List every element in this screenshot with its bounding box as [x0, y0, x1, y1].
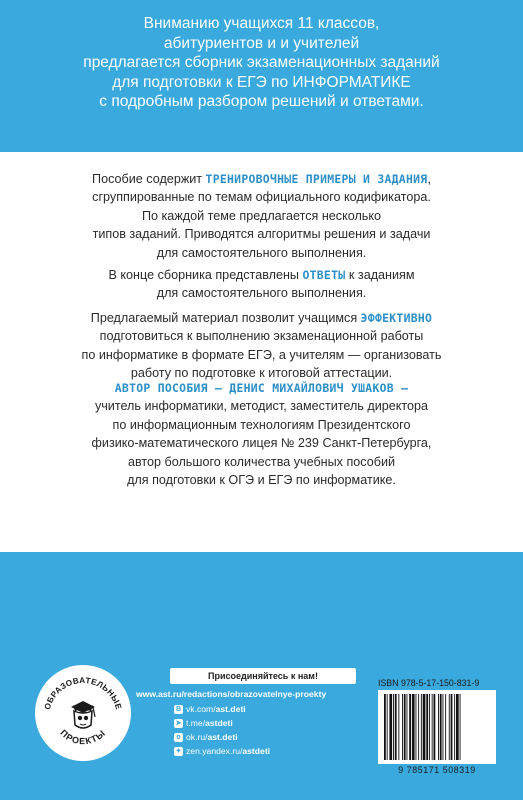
- logo-icon: [35, 665, 131, 761]
- highlight-text: ЭФФЕКТИВНО: [360, 311, 433, 325]
- vk-icon: B: [175, 705, 182, 713]
- text-line: для самостоятельного выполнения.: [156, 286, 367, 301]
- highlight-text: ТРЕНИРОВОЧНЫЕ ПРИМЕРЫ И ЗАДАНИЯ: [205, 172, 428, 186]
- text-line: По каждой теме предлагается несколько: [141, 208, 382, 223]
- header-band: [0, 0, 523, 152]
- text-line: работу по подготовке к итоговой аттестации.: [130, 366, 393, 381]
- text: Пособие содержит: [92, 172, 206, 186]
- highlight-text: ОТВЕТЫ: [302, 268, 346, 282]
- header-line: абитуриентов и и учителей: [163, 34, 360, 52]
- author-heading: АВТОР ПОСОБИЯ — ДЕНИС МИХАЙЛОВИЧ УШАКОВ —: [114, 381, 409, 395]
- text-line: по информационным технологиям Президентского: [112, 417, 411, 432]
- link-handle: ast.deti: [207, 732, 238, 742]
- publisher-logo: [35, 665, 131, 761]
- website-link[interactable]: www.ast.ru/redactions/obrazovatelnye-proekty: [136, 689, 327, 699]
- paragraph-author: [0, 379, 523, 489]
- link-prefix: vk.com/: [186, 704, 216, 714]
- text-line: по информатике в формате ЕГЭ, а учителям — организовать: [81, 347, 442, 362]
- text: В конце сборника представлены: [108, 268, 303, 282]
- logo-text-top: ОБРАЗОВАТЕЛЬНЫЕ: [42, 675, 124, 711]
- zen-icon: ✦: [175, 747, 182, 755]
- barcode: [378, 690, 496, 764]
- text-line: сгруппированные по темам официального кодификатора.: [92, 190, 431, 205]
- paragraph-effective: [0, 309, 523, 383]
- paragraph-contents: [0, 170, 523, 262]
- text-line: физико-математического лицея № 239 Санкт-Петербурга,: [91, 436, 432, 451]
- header-line: предлагается сборник экзаменационных заданий: [83, 54, 440, 71]
- text: ,: [427, 172, 431, 186]
- telegram-icon: ➤: [175, 719, 182, 727]
- text: к заданиям: [345, 268, 415, 282]
- link-handle: astdeti: [205, 718, 233, 728]
- social-link-vk[interactable]: [174, 703, 354, 715]
- text-line: для самостоятельного выполнения.: [156, 245, 367, 260]
- header-line: с подробным разбором решений и ответами.: [99, 93, 424, 110]
- social-link-ok[interactable]: [174, 731, 354, 743]
- link-prefix: zen.yandex.ru/: [186, 746, 243, 756]
- text-line: типов заданий. Приводятся алгоритмы решения и задачи: [92, 227, 431, 242]
- text-line: подготовиться к выполнению экзаменационной работы: [99, 329, 424, 344]
- social-link-zen[interactable]: [174, 745, 354, 757]
- description-area: [0, 152, 523, 552]
- text-line: для подготовки к ОГЭ и ЕГЭ по информатике.: [127, 473, 396, 488]
- header-line: для подготовки к ЕГЭ по ИНФОРМАТИКЕ: [112, 73, 411, 91]
- header-line: Вниманию учащихся 11 классов,: [143, 15, 380, 32]
- social-links: [174, 703, 354, 759]
- link-handle: astdeti: [242, 746, 271, 756]
- barcode-number: 9 785171 508319: [398, 765, 476, 775]
- link-prefix: t.me/: [186, 718, 206, 728]
- link-handle: ast.deti: [215, 704, 246, 714]
- paragraph-answers: [0, 266, 523, 303]
- join-us-label: Присоединяйтесь к нам!: [170, 668, 356, 684]
- link-prefix: ok.ru/: [186, 732, 208, 742]
- ok-icon: o: [174, 733, 183, 742]
- text-line: учитель информатики, методист, заместитель директора: [94, 399, 429, 414]
- barcode-icon: [378, 690, 496, 764]
- text-line: автор большого количества учебных пособий: [127, 454, 396, 469]
- text: Предлагаемый материал позволит учащимся: [90, 311, 361, 325]
- logo-text-bottom: ПРОЕКТЫ: [58, 727, 108, 747]
- social-link-telegram[interactable]: [174, 717, 354, 729]
- isbn-label: ISBN 978-5-17-150-831-9: [378, 678, 480, 688]
